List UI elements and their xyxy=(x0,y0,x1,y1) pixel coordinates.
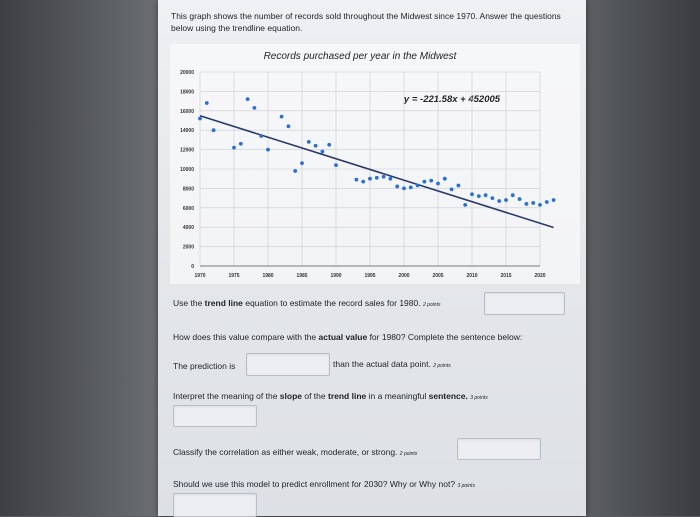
data-point xyxy=(368,177,372,181)
y-tick-label: 20000 xyxy=(180,70,194,76)
chart-area xyxy=(170,44,580,284)
question-1: Use the trend line equation to estimate the record sales for 1980. 2 points xyxy=(173,298,441,308)
data-point xyxy=(355,178,359,182)
data-point xyxy=(300,161,304,165)
data-point xyxy=(334,163,338,167)
data-point xyxy=(477,194,481,198)
x-tick-label: 1990 xyxy=(330,273,342,279)
data-point xyxy=(552,198,556,202)
data-point xyxy=(239,142,243,146)
question-slope: Interpret the meaning of the slope of the trend line in a meaningful sentence. 3 points xyxy=(173,391,488,401)
y-tick-label: 10000 xyxy=(180,167,194,173)
x-tick-label: 2000 xyxy=(398,273,410,279)
x-tick-label: 1995 xyxy=(364,273,376,279)
x-tick-label: 2010 xyxy=(466,273,478,279)
data-point xyxy=(538,203,542,207)
x-tick-label: 1985 xyxy=(296,273,308,279)
data-point xyxy=(280,115,284,119)
data-point xyxy=(253,106,257,110)
data-point xyxy=(497,199,501,203)
x-tick-label: 2015 xyxy=(500,273,512,279)
data-point xyxy=(314,144,318,148)
prediction-sentence-suffix: than the actual data point. 2 points xyxy=(333,359,451,369)
x-tick-label: 2005 xyxy=(432,273,444,279)
data-point xyxy=(484,193,488,197)
question-correlation: Classify the correlation as either weak, moderate, or strong. 2 points xyxy=(173,447,418,457)
answer-box-2030[interactable] xyxy=(173,493,257,517)
data-point xyxy=(327,143,331,147)
answer-box-comparison[interactable] xyxy=(246,353,330,376)
prediction-sentence-prefix: The prediction is xyxy=(173,361,236,371)
x-tick-label: 1975 xyxy=(228,273,240,279)
data-point xyxy=(429,179,433,183)
data-point xyxy=(545,200,549,204)
data-point xyxy=(307,140,311,144)
data-point xyxy=(511,193,515,197)
y-tick-label: 6000 xyxy=(182,205,194,212)
x-tick-label: 1980 xyxy=(262,273,274,279)
data-point xyxy=(450,187,454,191)
answer-box-slope[interactable] xyxy=(173,405,257,427)
y-tick-label: 0 xyxy=(191,264,194,270)
data-point xyxy=(525,202,529,206)
data-point xyxy=(375,176,379,180)
x-tick-label: 1970 xyxy=(194,273,206,279)
data-point xyxy=(382,175,386,179)
y-tick-label: 4000 xyxy=(182,225,194,232)
data-point xyxy=(287,124,291,128)
data-point xyxy=(531,201,535,205)
y-tick-label: 18000 xyxy=(180,89,194,96)
data-point xyxy=(423,180,427,184)
answer-box-1980-estimate[interactable] xyxy=(484,292,565,315)
data-point xyxy=(436,182,440,186)
data-point xyxy=(416,184,420,188)
data-point xyxy=(504,198,508,202)
data-point xyxy=(463,203,467,207)
question-2: How does this value compare with the actual value for 1980? Complete the sentence below: xyxy=(173,332,523,342)
data-point xyxy=(293,169,297,173)
answer-box-correlation[interactable] xyxy=(457,438,541,460)
data-point xyxy=(402,187,406,191)
intro-text: This graph shows the number of records sold throughout the Midwest since 1970. Answer the questions below using the trendline equation. xyxy=(171,11,561,33)
data-point xyxy=(409,186,413,190)
chart-title: Records purchased per year in the Midwest xyxy=(263,51,457,62)
data-point xyxy=(266,148,270,152)
y-tick-label: 14000 xyxy=(180,128,194,135)
data-point xyxy=(518,197,522,201)
trendline-equation: y = -221.58x + 452005 xyxy=(403,94,501,105)
data-point xyxy=(321,150,325,154)
data-point xyxy=(470,192,474,196)
data-point xyxy=(361,180,365,184)
y-tick-label: 16000 xyxy=(180,108,194,115)
y-tick-label: 8000 xyxy=(182,186,194,193)
y-tick-label: 12000 xyxy=(180,147,194,154)
data-point xyxy=(198,117,202,121)
data-point xyxy=(443,177,447,181)
data-point xyxy=(491,196,495,200)
data-point xyxy=(389,177,393,181)
y-tick-label: 2000 xyxy=(182,244,194,251)
x-tick-label: 2020 xyxy=(534,273,546,279)
data-point xyxy=(259,134,263,138)
data-point xyxy=(457,184,461,188)
data-point xyxy=(232,146,236,150)
data-point xyxy=(205,101,209,105)
data-point xyxy=(395,185,399,189)
question-prediction-2030: Should we use this model to predict enrollment for 2030? Why or Why not? 3 points xyxy=(173,479,475,489)
data-point xyxy=(212,128,216,132)
data-point xyxy=(246,97,250,101)
